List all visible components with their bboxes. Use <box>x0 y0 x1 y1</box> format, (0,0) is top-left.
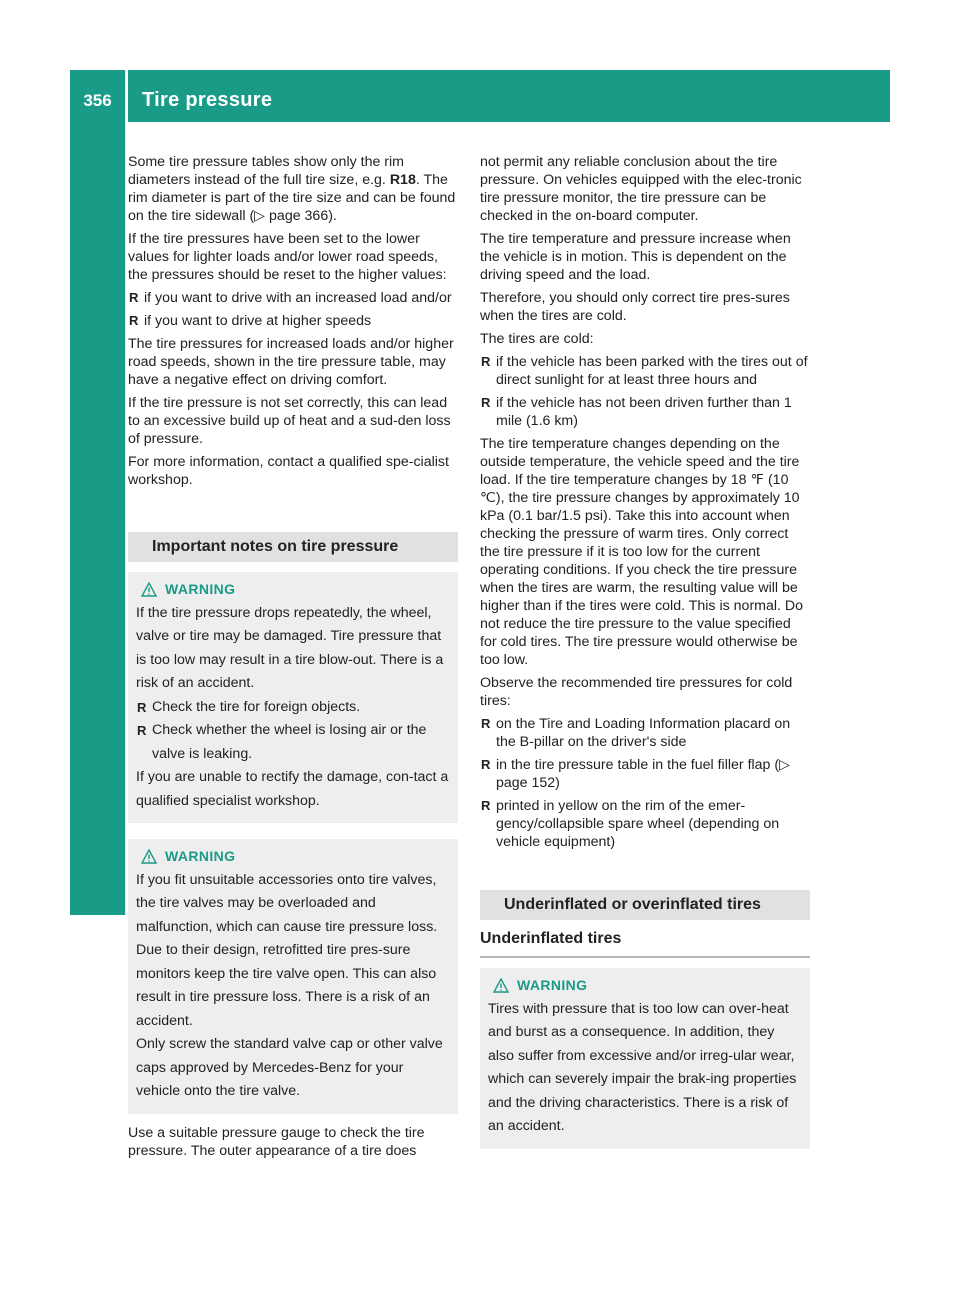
bullet-list <box>136 696 450 767</box>
section-heading: Underinflated or overinflated tires <box>480 890 810 920</box>
warning-icon <box>141 849 157 864</box>
list-item: R if you want to drive at higher speeds <box>129 313 372 329</box>
paragraph: If the tire pressures have been set to the lower values for lighter loads and/or lower road speeds, the pressures should be reset to the higher values: <box>128 231 447 283</box>
list-item: R Check the tire for foreign objects. <box>136 696 450 720</box>
paragraph: The tire temperature changes depending on the outside temperature, the vehicle speed and the tire load. If the tire temperature changes by 18 ℉ (10 ℃), the tire pressure changes by approximately 10 kPa (0.1 bar/1.5 psi). Take this into account when checking the pressure of warm tires. Only correct the tire pressure if it is too low for the current operating conditions. If you check the tire pressure when the tires are warm, the resulting value will be higher than if the tires were cold. This is normal. Do not reduce the tire pressure to the value specified for cold tires. The tire pressure would otherwise be too low. <box>480 436 804 668</box>
bullet-icon: R <box>137 699 147 715</box>
paragraph: not permit any reliable conclusion about the tire pressure. On vehicles equipped with the elec-tronic tire pressure monitor, the tire pressure can be checked in the on-board computer. <box>480 154 802 224</box>
section-heading: Important notes on tire pressure <box>128 532 458 562</box>
left-column <box>128 153 458 1165</box>
list-item: R Check whether the wheel is losing air or the valve is leaking. <box>136 719 450 766</box>
paragraph: If you are unable to rectify the damage, con-tact a qualified specialist workshop. <box>136 769 449 809</box>
paragraph: If the tire pressure is not set correctly, this can lead to an excessive build up of heat and a sud-den loss of pressure. <box>128 395 451 447</box>
paragraph: For more information, contact a qualified spe-cialist workshop. <box>128 454 449 488</box>
bullet-icon: R <box>481 716 491 731</box>
list-item: R if you want to drive with an increased load and/or <box>129 290 452 306</box>
paragraph: If you fit unsuitable accessories onto tire valves, the tire valves may be overloaded and malfunction, which can cause tire pressure loss. Due to their design, retrofitted tire pres-sure monitors keep the tire valve open. This can also result in tire pressure loss. There is a risk of an accident. <box>136 871 438 1029</box>
warning-icon <box>141 582 157 597</box>
page-title: Tire pressure <box>142 89 273 111</box>
bullet-list <box>128 289 458 330</box>
bullet-icon: R <box>129 290 139 305</box>
side-tab-label: Wheels and tires <box>84 698 109 882</box>
warning-box <box>128 839 458 1114</box>
warning-icon <box>493 978 509 993</box>
paragraph: The tire pressures for increased loads and/or higher road speeds, shown in the tire pressure table, may have a negative effect on driving comfort. <box>128 336 454 388</box>
paragraph: Only screw the standard valve cap or other valve caps approved by Mercedes-Benz for your vehicle onto the tire valve. <box>136 1036 443 1099</box>
list-item: R in the tire pressure table in the fuel filler flap (▷ page 152) <box>481 757 791 791</box>
bullet-icon: R <box>137 723 147 738</box>
warning-box <box>480 968 810 1149</box>
warning-box <box>128 572 458 823</box>
bullet-list <box>480 353 810 430</box>
bullet-icon: R <box>481 798 491 813</box>
paragraph: The tires are cold: <box>480 331 594 347</box>
bullet-list <box>480 715 810 851</box>
bullet-icon: R <box>129 313 139 328</box>
paragraph: Therefore, you should only correct tire pres-sures when the tires are cold. <box>480 290 790 324</box>
bullet-icon: R <box>481 757 491 772</box>
bullet-icon: R <box>481 395 491 410</box>
page-number: 356 <box>83 91 112 110</box>
right-column <box>480 153 810 1159</box>
warning-heading: WARNING <box>136 578 450 602</box>
header-divider <box>126 70 128 122</box>
paragraph: Use a suitable pressure gauge to check the tire pressure. The outer appearance of a tire does <box>128 1124 425 1159</box>
paragraph: Observe the recommended tire pressures for cold tires: <box>480 675 793 709</box>
warning-heading: WARNING <box>488 974 802 998</box>
list-item: R on the Tire and Loading Information placard on the B-pillar on the driver's side <box>481 716 791 750</box>
warning-heading: WARNING <box>136 845 450 869</box>
list-item: R printed in yellow on the rim of the emer-gency/collapsible spare wheel (depending on vehicle equipment) <box>481 798 780 850</box>
paragraph: The tire temperature and pressure increase when the vehicle is in motion. This is dependent on the driving speed and the load. <box>480 231 791 283</box>
page-ref-arrow-icon: ▷ <box>779 757 791 773</box>
side-divider <box>125 70 126 915</box>
paragraph: If the tire pressure drops repeatedly, the wheel, valve or tire may be damaged. Tire pressure that is too low may result in a tire blow-out. There is a risk of an accident. <box>136 604 444 691</box>
bullet-icon: R <box>481 354 491 369</box>
page-ref-arrow-icon: ▷ <box>254 208 266 224</box>
paragraph: Some tire pressure tables show only the rim diameters instead of the full tire size, e.g. R18. The rim diameter is part of the tire size and can be found on the tire sidewall (▷ page 366). <box>128 154 456 224</box>
paragraph: Tires with pressure that is too low can over-heat and burst as a consequence. In addition, they also suffer from excessive and/or irreg-ular wear, which can severely impair the brak-ing properties and the driving characteristics. There is a risk of an accident. <box>488 1000 797 1134</box>
list-item: R if the vehicle has been parked with the tires out of direct sunlight for at least three hours and <box>481 354 808 388</box>
subheading: Underinflated tires <box>480 930 810 958</box>
list-item: R if the vehicle has not been driven further than 1 mile (1.6 km) <box>481 395 792 429</box>
